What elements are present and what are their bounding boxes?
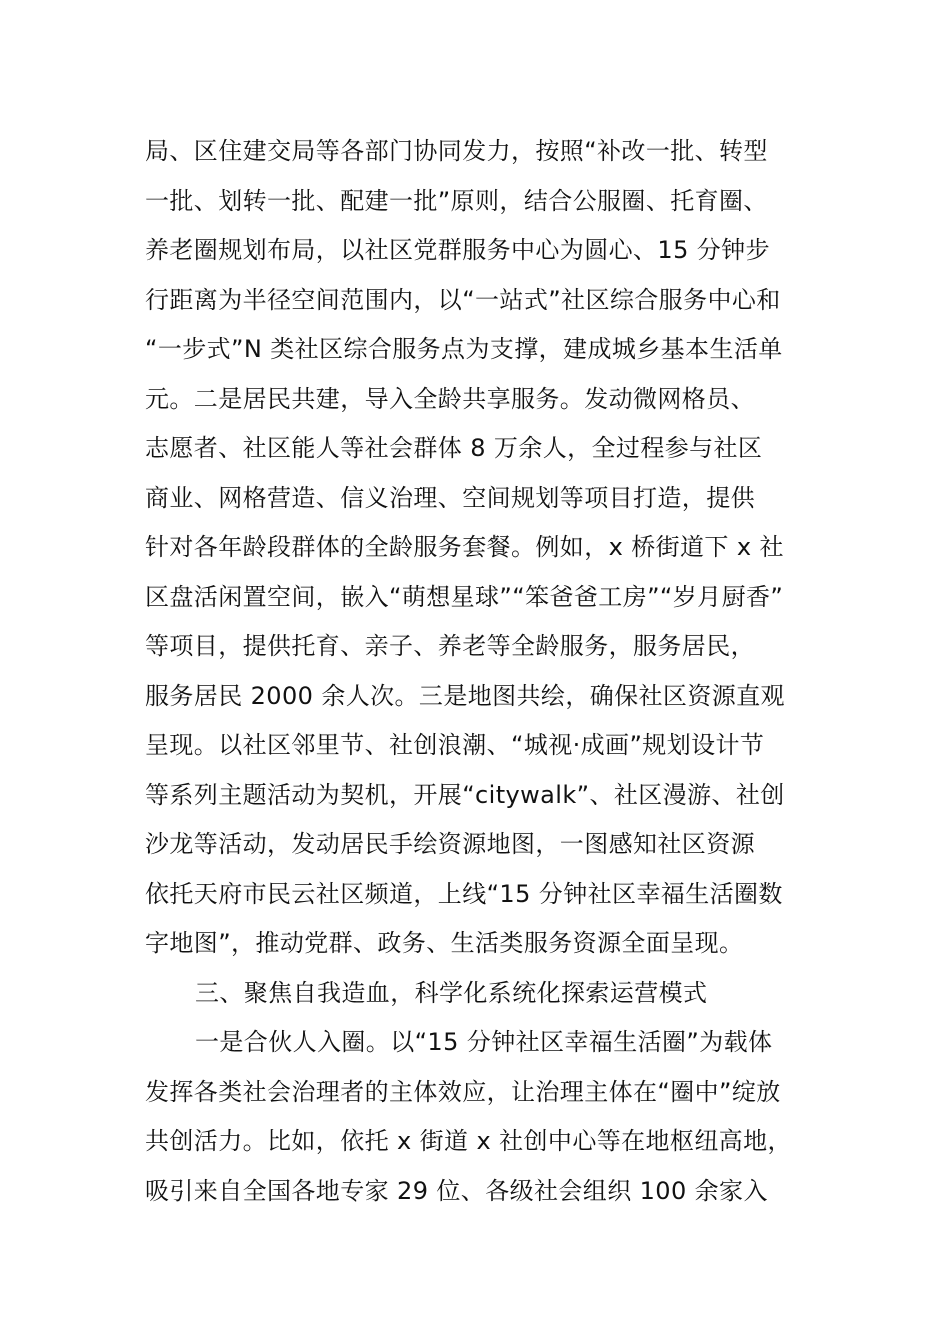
text-line: 等系列主题活动为契机，开展“citywalk”、社区漫游、社创 bbox=[145, 780, 785, 809]
text-line: 字地图”，推动党群、政务、生活类服务资源全面呈现。 bbox=[145, 929, 744, 957]
text-line: 行距离为半径空间范围内，以“一站式”社区综合服务中心和 bbox=[145, 285, 781, 314]
text-line: 沙龙等活动，发动居民手绘资源地图，一图感知社区资源 bbox=[145, 830, 755, 858]
document-body bbox=[145, 127, 845, 1216]
text-line: 发挥各类社会治理者的主体效应，让治理主体在“圈中”绽放 bbox=[145, 1077, 781, 1106]
text-line: 针对各年龄段群体的全龄服务套餐。例如，x 桥街道下 x 社 bbox=[145, 533, 784, 561]
text-line: 元。二是居民共建，导入全龄共享服务。发动微网格员、 bbox=[145, 384, 755, 413]
section-heading: 三、聚焦自我造血，科学化系统化探索运营模式 bbox=[195, 978, 708, 1007]
text-line: 局、区住建交局等各部门协同发力，按照“补改一批、转型 bbox=[145, 137, 768, 165]
text-line: 依托天府市民云社区频道，上线“15 分钟社区幸福生活圈数 bbox=[145, 879, 783, 908]
text-line: 养老圈规划布局，以社区党群服务中心为圆心、15 分钟步 bbox=[145, 236, 770, 264]
text-line: 服务居民 2000 余人次。三是地图共绘，确保社区资源直观 bbox=[145, 681, 785, 710]
text-line: 志愿者、社区能人等社会群体 8 万余人，全过程参与社区 bbox=[145, 434, 763, 462]
text-line: 共创活力。比如，依托 x 街道 x 社创中心等在地枢纽高地， bbox=[145, 1127, 792, 1155]
text-line: 一批、划转一批、配建一批”原则，结合公服圈、托育圈、 bbox=[145, 186, 768, 215]
text-line: 商业、网格营造、信义治理、空间规划等项目打造，提供 bbox=[145, 483, 755, 512]
text-line: 区盘活闲置空间，嵌入“萌想星球”“笨爸爸工房”“岁月厨香” bbox=[145, 582, 784, 611]
text-line: 等项目，提供托育、亲子、养老等全龄服务，服务居民， bbox=[145, 632, 755, 660]
text-line: “一步式”N 类社区综合服务点为支撑，建成城乡基本生活单 bbox=[145, 335, 783, 363]
text-line: 呈现。以社区邻里节、社创浪潮、“城视·成画”规划设计节 bbox=[145, 731, 765, 759]
text-line: 吸引来自全国各地专家 29 位、各级社会组织 100 余家入 bbox=[145, 1176, 768, 1205]
text-line: 一是合伙人入圈。以“15 分钟社区幸福生活圈”为载体 bbox=[195, 1028, 773, 1056]
